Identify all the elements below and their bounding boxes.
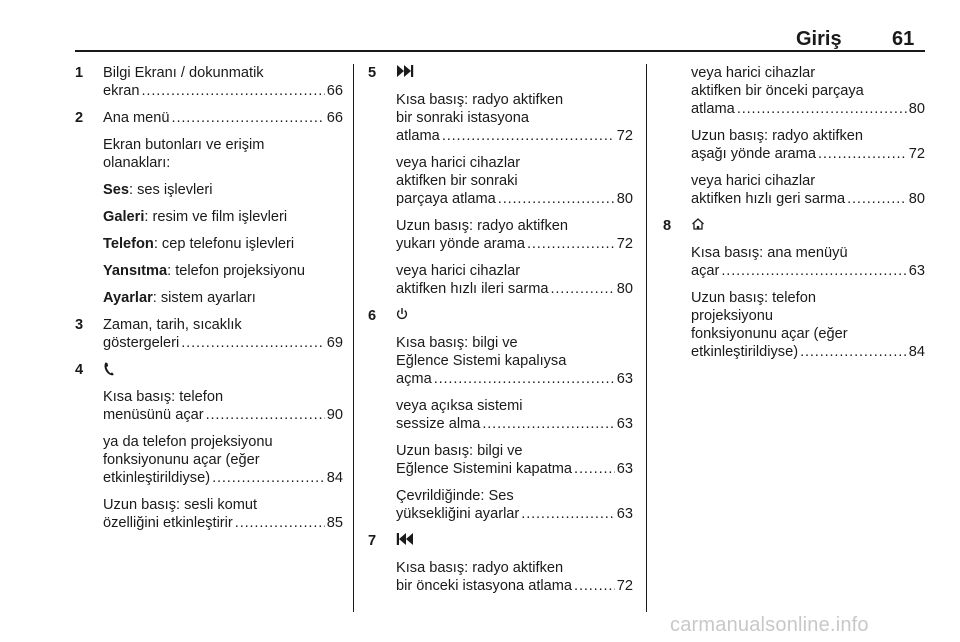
page-ref: atlama . . . 80	[691, 100, 925, 118]
page-ref: göstergeleri . . . 69	[103, 334, 343, 352]
previous-track-icon	[396, 532, 633, 550]
entry-number: 3	[75, 317, 84, 333]
header-rule	[75, 50, 925, 52]
entry-text: ya da telefon projeksiyonu fonksiyonunu açar (eğer etkinleştirildiyse) . . . 84	[103, 433, 343, 487]
column-divider-1	[353, 64, 354, 612]
phone-icon	[103, 361, 343, 379]
button-telefon: Telefon: cep telefonu işlevleri	[103, 236, 295, 252]
page-ref: yukarı yönde arama . . . 72	[396, 235, 633, 253]
page-ref: sessize alma . . . 63	[396, 415, 633, 433]
entry-number: 8	[663, 218, 672, 234]
entry-4	[75, 361, 343, 532]
entry-text: Uzun basış: radyo aktifken aşağı yönde arama . . . 72	[691, 127, 925, 163]
entry-number: 5	[368, 65, 377, 81]
entry-text: Uzun basış: sesli komut özelliğini etkinleştirir . . . 85	[103, 496, 343, 532]
page-ref: parçaya atlama . . . 80	[396, 190, 633, 208]
entry-6	[368, 307, 633, 523]
home-icon	[691, 217, 925, 235]
entry-number: 7	[368, 533, 377, 549]
entry-number: 1	[75, 65, 84, 81]
next-track-icon	[396, 64, 633, 82]
entry-1	[75, 64, 343, 100]
entry-text	[103, 109, 343, 127]
entry-3	[75, 316, 343, 352]
power-icon	[396, 307, 633, 325]
entry-text: Kısa basış: radyo aktifken bir önceki istasyona atlama . . . 72	[396, 559, 633, 595]
page-ref: ekran . . . 66	[103, 82, 343, 100]
entry-text: Zaman, tarih, sıcaklık göstergeleri . . . 69	[103, 316, 343, 352]
page-ref: atlama . . . 72	[396, 127, 633, 145]
button-ayarlar: Ayarlar: sistem ayarları	[103, 290, 256, 306]
entry-number: 4	[75, 362, 84, 378]
entry-text: Kısa basış: ana menüyü açar . . . 63	[691, 244, 925, 280]
entry-text: veya açıksa sistemi sessize alma . . . 63	[396, 397, 633, 433]
entry-text: Uzun basış: radyo aktifken yukarı yönde arama . . . 72	[396, 217, 633, 253]
page-ref: açar . . . 63	[691, 262, 925, 280]
entry-2	[75, 109, 343, 307]
entry-text: veya harici cihazlar aktifken bir sonraki parçaya atlama . . . 80	[396, 154, 633, 208]
page-ref: etkinleştirildiyse) . . . 84	[103, 469, 343, 487]
page-ref: etkinleştirildiyse) . . . 84	[691, 343, 925, 361]
page-ref: özelliğini etkinleştirir . . . 85	[103, 514, 343, 532]
button-yansitma: Yansıtma: telefon projeksiyonu	[103, 263, 306, 279]
page-ref: Ana menü . . . 66	[103, 109, 343, 127]
entry-7	[368, 532, 633, 595]
column-3	[663, 64, 925, 370]
text-line: Bilgi Ekranı / dokunmatik	[103, 65, 264, 81]
page-ref: bir önceki istasyona atlama . . . 72	[396, 577, 633, 595]
entry-text: veya harici cihazlar aktifken hızlı ileri sarma . . . 80	[396, 262, 633, 298]
entry-text: veya harici cihazlar aktifken bir önceki parçaya atlama . . . 80	[691, 64, 925, 118]
page-ref: aktifken hızlı geri sarma . . . 80	[691, 190, 925, 208]
page-number: 61	[892, 28, 915, 50]
column-divider-2	[646, 64, 647, 612]
page-ref: aktifken hızlı ileri sarma . . . 80	[396, 280, 633, 298]
column-1	[75, 64, 343, 541]
page-ref: Eğlence Sistemini kapatma . . . 63	[396, 460, 633, 478]
entry-text: Kısa basış: radyo aktifken bir sonraki istasyona atlama . . . 72	[396, 91, 633, 145]
page-ref: menüsünü açar . . . 90	[103, 406, 343, 424]
entry-7-continued	[663, 64, 925, 208]
entry-number: 2	[75, 110, 84, 126]
page-ref: yüksekliğini ayarlar . . . 63	[396, 505, 633, 523]
entry-text: Ekran butonları ve erişim olanakları:	[103, 137, 265, 171]
button-ses: Ses: ses işlevleri	[103, 182, 213, 198]
entry-text: veya harici cihazlar aktifken hızlı geri sarma . . . 80	[691, 172, 925, 208]
entry-text	[103, 64, 343, 100]
page-ref: açma . . . 63	[396, 370, 633, 388]
watermark: carmanualsonline.info	[670, 614, 869, 636]
entry-text: Kısa basış: bilgi ve Eğlence Sistemi kapalıysa açma . . . 63	[396, 334, 633, 388]
page-header-title: Giriş	[796, 28, 842, 50]
entry-text: Uzun basış: bilgi ve Eğlence Sistemini kapatma . . . 63	[396, 442, 633, 478]
column-2	[368, 64, 633, 604]
entry-text: Çevrildiğinde: Ses yüksekliğini ayarlar . . . 63	[396, 487, 633, 523]
entry-text: Kısa basış: telefon menüsünü açar . . . 90	[103, 388, 343, 424]
entry-text: Uzun basış: telefon projeksiyonu fonksiyonunu açar (eğer etkinleştirildiyse) . . . 84	[691, 289, 925, 361]
page-ref: aşağı yönde arama . . . 72	[691, 145, 925, 163]
entry-5	[368, 64, 633, 298]
entry-number: 6	[368, 308, 377, 324]
entry-8	[663, 217, 925, 361]
button-galeri: Galeri: resim ve film işlevleri	[103, 209, 288, 225]
